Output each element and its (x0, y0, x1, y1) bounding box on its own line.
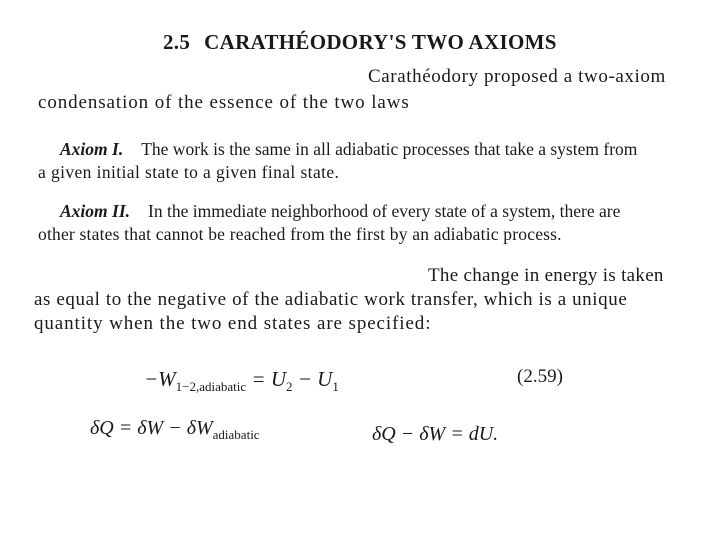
intro-line-2: condensation of the essence of the two laws (38, 92, 410, 113)
relation-1 (90, 417, 260, 443)
section-heading (163, 30, 557, 55)
axiom-2-line-1 (60, 201, 620, 222)
axiom-2-text: In the immediate neighborhood of every state of a system, there are (148, 201, 621, 221)
equation-lhs-subscript: 1−2,adiabatic (175, 379, 247, 395)
equation-2-59 (144, 367, 339, 395)
energy-line-3: quantity when the two end states are specified: (34, 313, 432, 334)
relation-1-subscript: adiabatic (212, 427, 260, 442)
equation-lhs: −W (144, 367, 176, 391)
relation-1-text: δQ = δW − δW (90, 417, 213, 439)
energy-line-1: The change in energy is taken (428, 265, 664, 286)
section-title: CARATHÉODORY'S TWO AXIOMS (204, 30, 557, 54)
equation-rhs: = U (246, 367, 287, 391)
relation-2: δQ − δW = dU. (372, 423, 499, 445)
axiom-2-label: Axiom II. (60, 201, 131, 221)
axiom-1-line-1 (60, 139, 637, 160)
equation-rhs-subscript-2: 1 (332, 379, 339, 395)
intro-line-1: Carathéodory proposed a two-axiom (368, 66, 666, 87)
energy-line-2: as equal to the negative of the adiabatic work transfer, which is a unique (34, 289, 628, 310)
axiom-1-line-2: a given initial state to a given final state. (38, 162, 340, 182)
equation-number: (2.59) (517, 366, 563, 387)
axiom-1-label: Axiom I. (60, 139, 124, 159)
equation-rhs-subscript-1: 2 (286, 379, 293, 395)
axiom-2-line-2: other states that cannot be reached from the first by an adiabatic process. (38, 224, 562, 244)
section-number: 2.5 (163, 30, 191, 54)
axiom-1-text: The work is the same in all adiabatic processes that take a system from (141, 139, 638, 159)
equation-minus: − U (292, 367, 333, 391)
